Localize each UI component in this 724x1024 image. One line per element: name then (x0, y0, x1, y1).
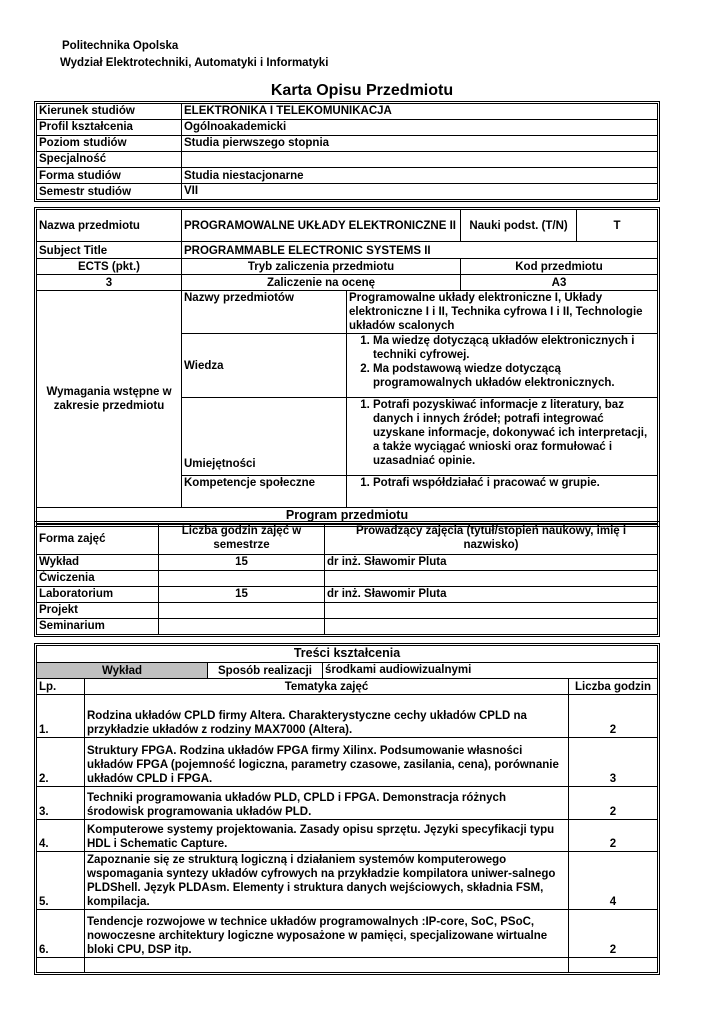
col-hours-header: Liczba godzin (569, 679, 658, 695)
hours-cell: 15 (159, 555, 325, 571)
ects-label: ECTS (pkt.) (37, 259, 182, 275)
subject-block (34, 207, 660, 527)
form-cell: Ćwiczenia (37, 571, 159, 587)
ects-value: 3 (37, 275, 182, 291)
subject-name-label: Nazwa przedmiotu (37, 210, 182, 242)
program-value: ELEKTRONIKA I TELEKOMUNIKACJA (182, 104, 658, 120)
req-names-label: Nazwy przedmiotów (182, 291, 347, 334)
program-value: Ogólnoakademicki (182, 120, 658, 136)
program-label: Specjalność (37, 152, 182, 168)
topic-text: Rodzina układów CPLD firmy Altera. Charakterystyczne cechy układów CPLD na przykładzie układów z rodziny MAX7000 (Altera). (85, 695, 569, 738)
ects-value-row (37, 275, 658, 291)
topic-text: Komputerowe systemy projektowania. Zasady opisu sprzętu. Języki specyfikacji typu HDL i Schematic Capture. (85, 820, 569, 852)
topic-text: Techniki programowania układów PLD, CPLD i FPGA. Demonstracja różnych środowisk programowania układów PLD. (85, 787, 569, 820)
method-label: Sposób realizacji (208, 663, 323, 679)
program-value: VII (182, 184, 658, 200)
content-block (34, 643, 660, 975)
req-social-label: Kompetencje społeczne (182, 476, 347, 508)
program-label: Profil kształcenia (37, 120, 182, 136)
topic-lp: 2. (37, 738, 85, 787)
teacher-cell (325, 603, 658, 619)
subject-name-row (37, 210, 658, 242)
teacher-cell (325, 571, 658, 587)
subject-title-label: Subject Title (37, 242, 182, 259)
form-cell: Seminarium (37, 619, 159, 635)
req-social-list (347, 476, 658, 508)
teacher-cell (325, 619, 658, 635)
col-lp-header: Lp. (37, 679, 85, 695)
content-form: Wykład (37, 663, 208, 679)
topic-lp: 5. (37, 852, 85, 910)
content-method-row (37, 663, 658, 679)
social-item: 1. Potrafi współdziałać i pracować w grupie. (373, 476, 655, 490)
program-label: Semestr studiów (37, 184, 182, 200)
program-label: Poziom studiów (37, 136, 182, 152)
topic-row (37, 695, 658, 738)
req-skills-list (347, 398, 658, 476)
col-topic-header: Tematyka zajęć (85, 679, 569, 695)
requirements-label: Wymagania wstępne w zakresie przedmiotu (37, 291, 182, 508)
topic-hours: 2 (569, 695, 658, 738)
req-names-value: Programowalne układy elektroniczne I, Układy elektroniczne I i II, Technika cyfrowa I i II, Technologie układów scalonych (347, 291, 658, 334)
topic-row (37, 820, 658, 852)
topic-text-empty (85, 958, 569, 973)
content-section-title: Treści kształcenia (37, 646, 658, 663)
topic-hours: 2 (569, 910, 658, 958)
university-name: Politechnika Opolska (62, 40, 179, 52)
skills-item: 1. Potrafi pozyskiwać informacje z literatury, baz danych i innych źródeł; potrafi integrować uzyskane informacje, dokonywać ich interpretacji, a także wyciągać wnioski oraz formułować i uzasadniać opinie. (373, 398, 655, 468)
code-label: Kod przedmiotu (461, 259, 658, 275)
program-value: Studia niestacjonarne (182, 168, 658, 184)
code-value: A3 (461, 275, 658, 291)
program-info-block (34, 101, 660, 202)
teacher-cell: dr inż. Sławomir Pluta (325, 555, 658, 571)
topic-hours: 2 (569, 820, 658, 852)
content-title-row (37, 646, 658, 663)
topic-lp-empty (37, 958, 85, 973)
topic-lp: 4. (37, 820, 85, 852)
program-table-block (34, 521, 660, 637)
topic-hours: 3 (569, 738, 658, 787)
program-table-row (37, 571, 658, 587)
ects-header-row (37, 259, 658, 275)
program-section-title: Program przedmiotu (37, 508, 658, 525)
program-label: Forma studiów (37, 168, 182, 184)
topic-hours: 4 (569, 852, 658, 910)
topic-text: Tendencje rozwojowe w technice układów programowalnych :IP-core, SoC, PSoC, nowoczesne architektury logiczne wyposażone w pamięci, specjalizowane wirtualne bloki CPU, DSP itp. (85, 910, 569, 958)
method-value: środkami audiowizualnymi (323, 663, 658, 679)
teacher-cell: dr inż. Sławomir Pluta (325, 587, 658, 603)
topic-hours: 2 (569, 787, 658, 820)
mode-label: Tryb zaliczenia przedmiotu (182, 259, 461, 275)
topic-text: Zapoznanie się ze strukturą logiczną i działaniem systemów komputerowego wspomagania syntezy układów cyfrowych na przykładzie kompilatora uniwer-salnego PLDShell. Język PLDAsm. Elementy i struktura danych wejściowych, składnia FSM, kompilacja. (85, 852, 569, 910)
subject-name-value: PROGRAMOWALNE UKŁADY ELEKTRONICZNE II (182, 210, 461, 242)
knowledge-item: 2. Ma podstawową wiedze dotyczącą programowalnych układów elektronicznych. (373, 362, 655, 390)
topic-hours-empty (569, 958, 658, 973)
topic-row-empty (37, 958, 658, 973)
hours-cell (159, 619, 325, 635)
program-label: Kierunek studiów (37, 104, 182, 120)
basic-science-label: Nauki podst. (T/N) (461, 210, 577, 242)
req-names-row (37, 291, 658, 334)
program-row-specialty (37, 152, 658, 168)
faculty-name: Wydział Elektrotechniki, Automatyki i Informatyki (60, 57, 329, 69)
subject-title-row (37, 242, 658, 259)
form-cell: Laboratorium (37, 587, 159, 603)
program-row-semester (37, 184, 658, 200)
col-form-header: Forma zajęć (37, 524, 159, 555)
document-title: Karta Opisu Przedmiotu (270, 82, 454, 99)
program-row-level (37, 136, 658, 152)
form-cell: Wykład (37, 555, 159, 571)
program-table-header (37, 524, 658, 555)
hours-cell (159, 603, 325, 619)
basic-science-value: T (577, 210, 658, 242)
col-hours-header: Liczba godzin zajęć w semestrze (159, 524, 325, 555)
req-knowledge-list (347, 334, 658, 398)
knowledge-item: 1. Ma wiedzę dotyczącą układów elektronicznych i techniki cyfrowej. (373, 334, 655, 362)
program-row-profile (37, 120, 658, 136)
program-table-row (37, 587, 658, 603)
topic-lp: 6. (37, 910, 85, 958)
hours-cell: 15 (159, 587, 325, 603)
col-teacher-header: Prowadzący zajęcia (tytuł/stopień naukowy, imię i nazwisko) (325, 524, 658, 555)
program-table-row (37, 555, 658, 571)
hours-cell (159, 571, 325, 587)
mode-value: Zaliczenie na ocenę (182, 275, 461, 291)
topic-row (37, 910, 658, 958)
topic-row (37, 787, 658, 820)
program-value (182, 152, 658, 168)
program-row-field (37, 104, 658, 120)
topic-row (37, 852, 658, 910)
form-cell: Projekt (37, 603, 159, 619)
req-skills-label: Umiejętności (182, 398, 347, 476)
program-value: Studia pierwszego stopnia (182, 136, 658, 152)
program-table-row (37, 619, 658, 635)
req-knowledge-label: Wiedza (182, 334, 347, 398)
topic-text: Struktury FPGA. Rodzina układów FPGA firmy Xilinx. Podsumowanie własności układów FPGA (pojemność logiczna, parametry czasowe, zasilania, cena), porównanie układów CPLD i FPGA. (85, 738, 569, 787)
subject-title-value: PROGRAMMABLE ELECTRONIC SYSTEMS II (182, 242, 658, 259)
topic-row (37, 738, 658, 787)
topic-lp: 1. (37, 695, 85, 738)
content-header-row (37, 679, 658, 695)
program-row-form (37, 168, 658, 184)
topic-lp: 3. (37, 787, 85, 820)
program-table-row (37, 603, 658, 619)
